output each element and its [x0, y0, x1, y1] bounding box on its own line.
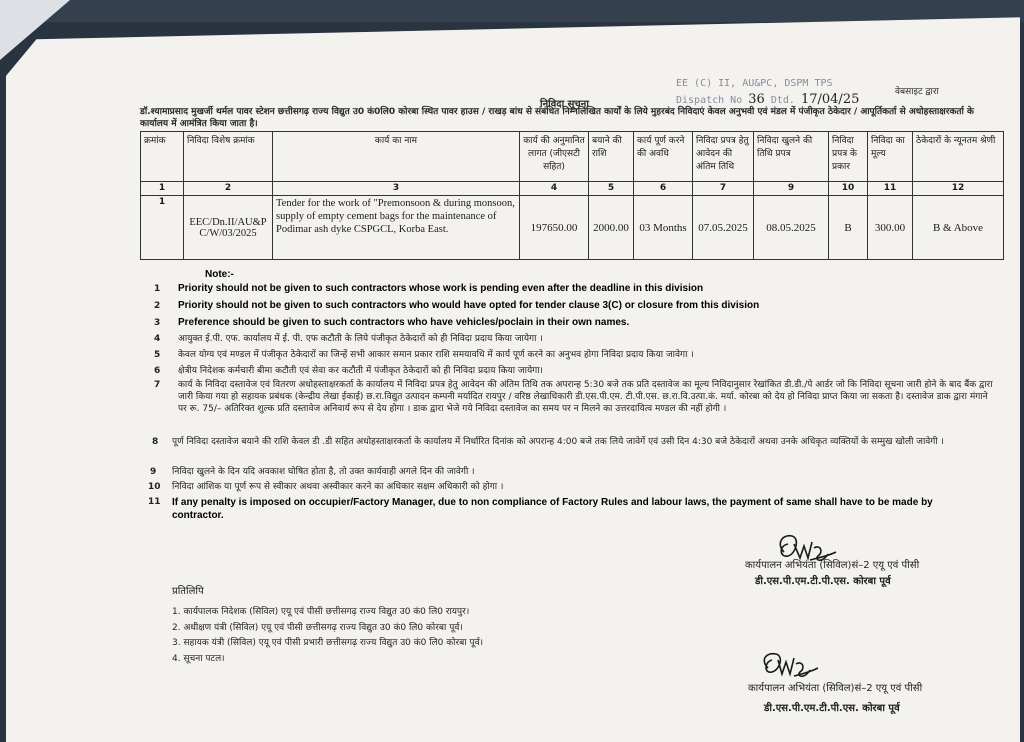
- website-label: वेबसाइट द्वारा: [895, 87, 939, 97]
- copy-item: 4. सूचना पटल।: [172, 654, 225, 664]
- note-item: आयुक्त ई.पी. एफ. कार्यालय में ई. पी. एफ कटौती के लिये पंजीकृत ठेकेदारों को ही निविदा प्रदाय किया जायेगा ।: [178, 334, 543, 344]
- dispatch-label: Dispatch No: [676, 95, 743, 106]
- row-emd: 2000.00: [589, 196, 634, 260]
- column-number: 10: [829, 182, 868, 196]
- note-number: 4: [154, 334, 161, 344]
- dispatch-stamp: EE (C) II, AU&PC, DSPM TPS: [676, 78, 833, 89]
- note-number: 9: [150, 467, 157, 477]
- note-item: केवल योग्य एवं मण्डल में पंजीकृत ठेकेदारों का जिन्हें सभी आकार समान प्रकार राशि समयावधि में कार्य पूर्ण करने का अनुभव होगा निविदा प्रदाय किया जावेगा ।: [178, 350, 694, 360]
- header-cell: [754, 132, 829, 182]
- header-cell: निविदा का मूल्य: [868, 132, 913, 182]
- header-cell: क्रमांक: [141, 132, 184, 182]
- row-period: 03 Months: [634, 196, 693, 260]
- note-item: क्षेत्रीय निदेशक कर्मचारी बीमा कटौती एवं सेवा कर कटौती में पंजीकृत ठेकेदारों को ही निविदा प्रदाय किया जायेगा।: [178, 366, 543, 376]
- column-number: 12: [913, 182, 1004, 196]
- dispatch-number: 36: [748, 92, 765, 107]
- row-cost: 197650.00: [520, 196, 589, 260]
- header-cell: ठेकेदारों के न्यूनतम श्रेणी: [913, 132, 1004, 182]
- note-item: पूर्ण निविदा दस्तावेज बयाने की राशि केवल डी .डी सहित अधोहस्ताक्षरकर्ता के कार्यालय में निर्धारित दिनांक को अपरान्ह 4:00 बजे तक लिये जावेगें एवं उसी दिन 4:30 बजे ठेकेदारों अथवा उनके अधिकृत व्यक्तियों के सम्मुख खोली जावेगी ।: [172, 437, 944, 447]
- note-item: निविदा खुलने के दिन यदि अवकाश घोषित होता है, तो उक्त कार्यवाही अगले दिन की जावेगी ।: [172, 467, 475, 477]
- header-cell: बयाने की राशि: [589, 132, 634, 182]
- table-row: [141, 196, 1004, 260]
- note-number: 8: [152, 437, 159, 447]
- copy-item: 3. सहायक यंत्री (सिविल) एयू एवं पीसी प्रभारी छत्तीसगढ़ राज्य विद्युत उ0 कं0 लि0 कोरबा पूर्व।: [172, 638, 484, 648]
- note-number: 7: [154, 380, 161, 390]
- note-number: 5: [154, 350, 161, 360]
- column-number: 9: [754, 182, 829, 196]
- background-surface: [0, 0, 1024, 22]
- header-cell-text: निविदा खुलने की तिथि: [757, 136, 813, 159]
- header-cell: कार्य का नाम: [273, 132, 520, 182]
- signature1-designation: कार्यपालन अभियंता (सिविल)सं–2 एयू एवं पीसी: [745, 560, 920, 571]
- column-number: 5: [589, 182, 634, 196]
- tender-table: [140, 131, 1004, 260]
- note-item: If any penalty is imposed on occupier/Factory Manager, due to non compliance of Factory Rules and labour laws, the payment of same shall have to be made by contractor.: [172, 497, 933, 521]
- signature2-office: [764, 700, 900, 714]
- copy-heading: प्रतिलिपि: [172, 586, 204, 597]
- row-last-date: 07.05.2025: [693, 196, 754, 260]
- header-cell: निविदा विशेष क्रमांक: [184, 132, 273, 182]
- copy-item: 1. कार्यपालक निदेशक (सिविल) एयू एवं पीसी छत्तीसगढ़ राज्य विद्युत उ0 कं0 लि0 रायपुर।: [172, 607, 470, 617]
- row-type: B: [829, 196, 868, 260]
- table-header-row: [141, 132, 1004, 182]
- note-number: 6: [154, 366, 161, 376]
- note-item: निविदा आंशिक या पूर्ण रूप से स्वीकार अथवा अस्वीकार करने का अधिकार सक्षम अधिकारी को होगा ।: [172, 482, 504, 492]
- dispatch-date: 17/04/25: [800, 92, 860, 107]
- note-item: कार्य के निविदा दस्तावेज एवं वितरण अधोहस्ताक्षरकर्ता के कार्यालय में निविदा प्रपत्र हेतु आवेदन की अंतिम तिथि तक अपरान्ह 5:30 बजे तक प्रति दस्तावेज का मूल्य निविदानुसार रेखांकित डी.डी./पे आर्डर जो कि निविदा सूचना जारी होने के बाद बैंक द्वारा जारी किया गया हो सहायक प्रबंधक (केन्द्रीय लेखा ईकाई) छ.रा.विद्युत उत्पादन कम्पनी मर्यादित रायपुर / वरिष्ठ लेखाधिकारी डी.एस.पी.एम. टी.पी.एस. छ.रा.वि.उत्पा.कं. मर्या. कोरबा को देय हो निविदा प्राप्त किया जा सकता है। दस्तावेज डाक द्वारा मंगाने पर रू. 75/– अतिरिक्त शुल्क प्रति दस्तावेज अनिवार्य रूप से देय होगा । डाक द्वारा भेजे गये निविदा दस्तावेज का समय पर न मिलने का उत्तरदायित्व मण्डल की नहीं होगी ।: [178, 380, 993, 414]
- column-number-row: [141, 182, 1004, 196]
- row-price: 300.00: [868, 196, 913, 260]
- handwritten-signature: [756, 648, 820, 684]
- signature2-office-text: डी.एस.पी.एम.टी.पी.एस. कोरबा पूर्व: [764, 703, 900, 714]
- column-number: 1: [141, 182, 184, 196]
- intro-paragraph: डॉ.श्यामाप्रसाद मुखर्जी थर्मल पावर स्टेशन छत्तीसगढ़ राज्य विद्युत उ0 कं0लि0 कोरबा स्थित पावर हाउस / राखड़ बांध से संबंधित निम्नलिखित कार्यों के लिये मुहरबंद निविदाएं केवल अनुभवी एवं मंडल में पंजीकृत ठेकेदार / आपूर्तिकर्ता से अधोहस्ताक्षरकर्ता के कार्यालय में आमंत्रित किया जाता है।: [140, 107, 974, 129]
- row-class: B & Above: [913, 196, 1004, 260]
- note-item: Preference should be given to such contractors who have vehicles/poclain in their own names.: [178, 317, 630, 328]
- note-item: Priority should not be given to such contractors whose work is pending even after the deadline in this division: [178, 283, 704, 294]
- header-cell-text: प्रपत्र: [775, 149, 791, 159]
- column-number: 6: [634, 182, 693, 196]
- signature2-designation: कार्यपालन अभियंता (सिविल)सं–2 एयू एवं पीसी: [748, 683, 923, 694]
- header-cell: कार्य पूर्ण करने की अवधि: [634, 132, 693, 182]
- signature1-office-text: डी.एस.पी.एम.टी.पी.एस. कोरबा पूर्व: [755, 576, 891, 587]
- note-item: Priority should not be given to such contractors who would have opted for tender clause 3(C) or closure from this division: [178, 300, 760, 311]
- note-number: 10: [148, 482, 161, 492]
- column-number: 3: [273, 182, 520, 196]
- header-cell: कार्य की अनुमानित लागत (जीएसटी सहित): [520, 132, 589, 182]
- note-number: 3: [154, 318, 161, 328]
- note-number: 11: [148, 497, 161, 507]
- column-number: 11: [868, 182, 913, 196]
- row-sno: 1: [141, 196, 184, 260]
- header-cell: निविदा प्रपत्र के प्रकार: [829, 132, 868, 182]
- notes-heading: Note:-: [205, 269, 234, 280]
- header-cell: निविदा प्रपत्र हेतु आवेदन की अंतिम तिथि: [693, 132, 754, 182]
- note-number: 2: [154, 301, 161, 311]
- column-number: 2: [184, 182, 273, 196]
- signature1-office: [755, 573, 891, 587]
- column-number: 4: [520, 182, 589, 196]
- document-title: निविदा सूचना: [540, 99, 589, 110]
- row-tender-no: EEC/Dn.II/AU&P C/W/03/2025: [184, 196, 273, 260]
- copy-item: 2. अधीक्षण यंत्री (सिविल) एयू एवं पीसी छत्तीसगढ़ राज्य विद्युत उ0 कं0 लि0 कोरबा पूर्व।: [172, 623, 463, 633]
- note-number: 1: [154, 284, 161, 294]
- dispatch-number-line: [676, 92, 859, 107]
- row-work-name: Tender for the work of "Premonsoon & during monsoon, supply of empty cement bags for the maintenance of Podimar ash dyke CSPGCL, Korba East.: [273, 196, 520, 260]
- dispatch-dtd-label: Dtd.: [770, 95, 795, 106]
- row-opening-date: 08.05.2025: [754, 196, 829, 260]
- column-number: 7: [693, 182, 754, 196]
